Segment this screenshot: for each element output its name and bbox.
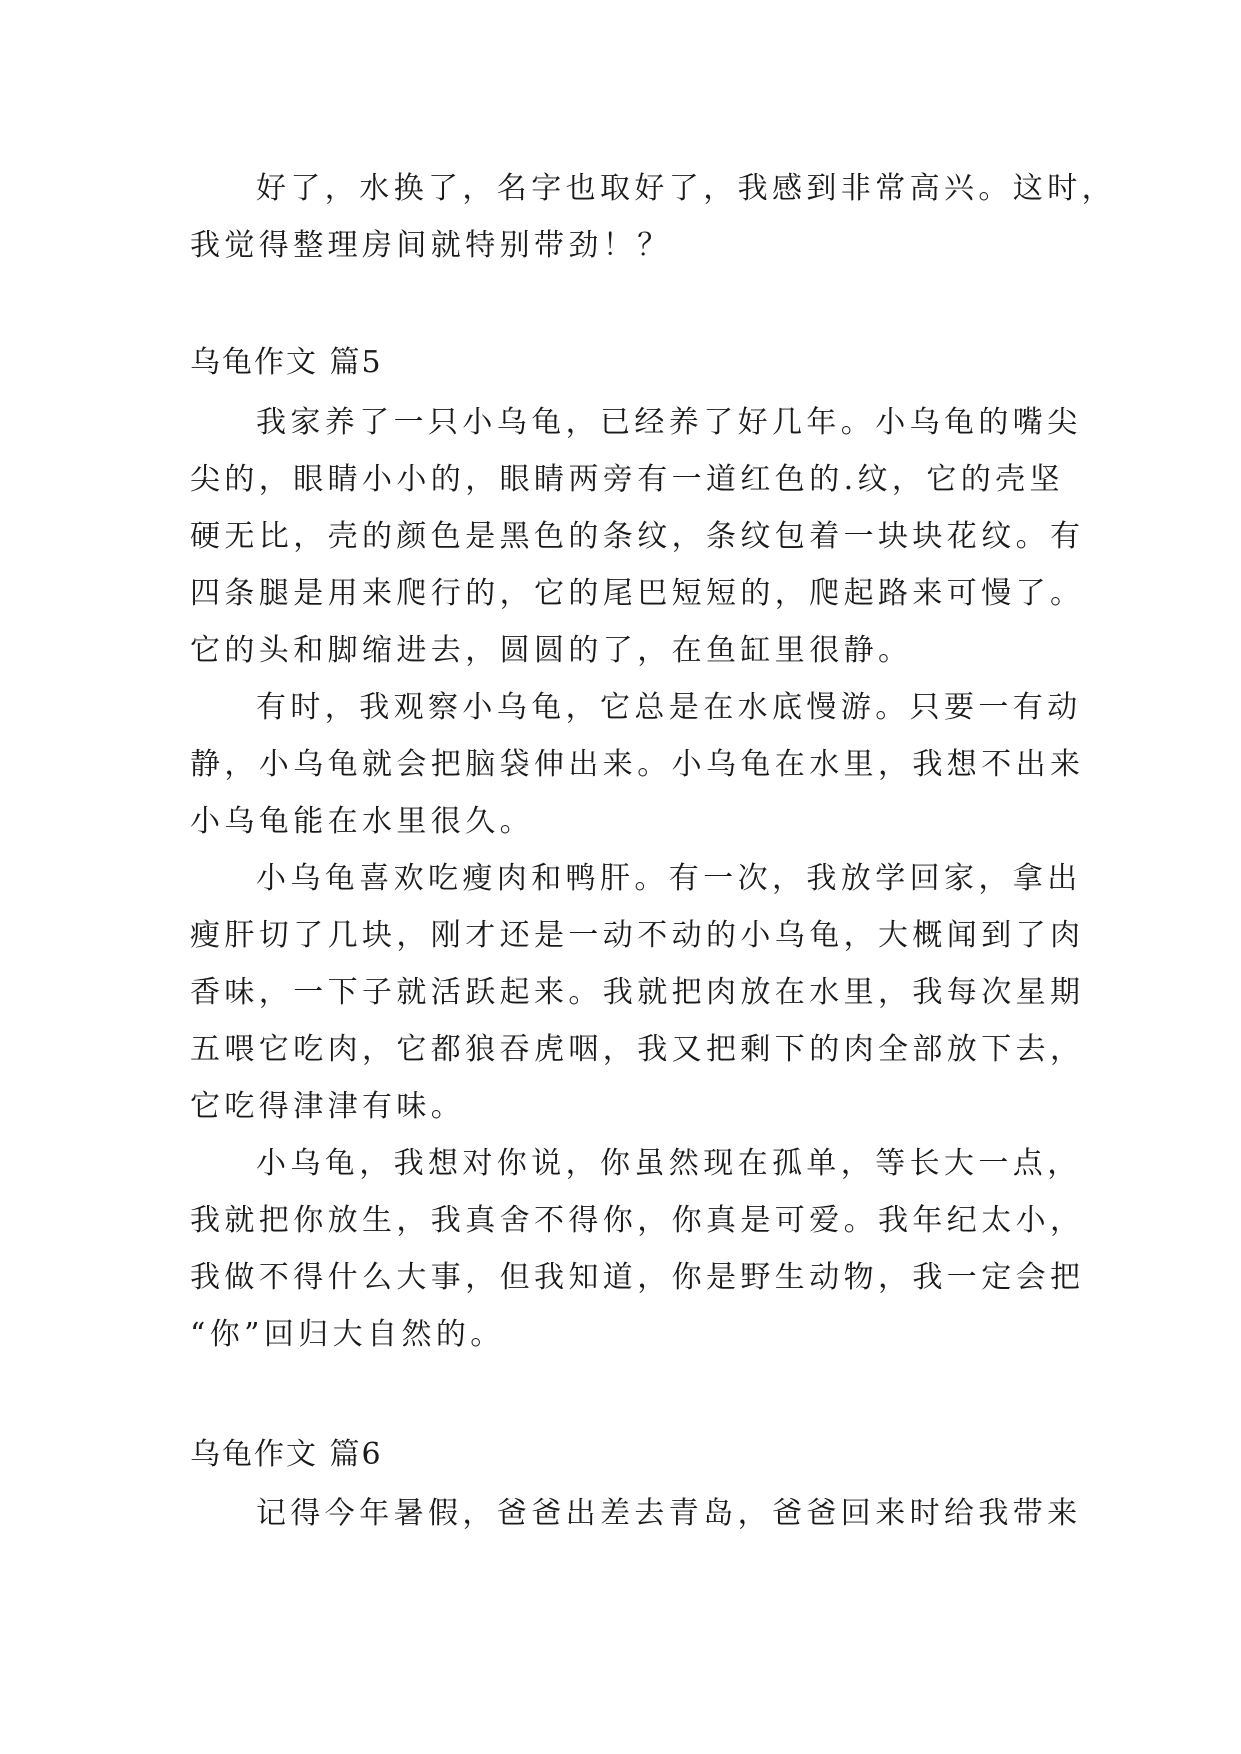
paragraph-line: 五喂它吃肉，它都狼吞虎咽，我又把剩下的肉全部放下去， [190, 1032, 1085, 1067]
section-heading: 乌龟作文 篇5 [190, 345, 383, 380]
paragraph-line: 我做不得什么大事，但我知道，你是野生动物，我一定会把 [190, 1260, 1085, 1295]
paragraph-line: 尖的，眼睛小小的，眼睛两旁有一道红色的.纹，它的壳坚 [190, 462, 1064, 497]
paragraph-line: 我觉得整理房间就特别带劲！？ [190, 228, 672, 263]
paragraph-line: 它吃得津津有味。 [190, 1089, 466, 1124]
paragraph-line: 有时，我观察小乌龟，它总是在水底慢游。只要一有动 [256, 690, 1082, 725]
paragraph-line: 香味，一下子就活跃起来。我就把肉放在水里，我每次星期 [190, 975, 1085, 1010]
paragraph-line: 它的头和脚缩进去，圆圆的了，在鱼缸里很静。 [190, 633, 913, 668]
paragraph-line: 静，小乌龟就会把脑袋伸出来。小乌龟在水里，我想不出来 [190, 747, 1085, 782]
paragraph-line: 瘦肝切了几块，刚才还是一动不动的小乌龟，大概闻到了肉 [190, 918, 1085, 953]
paragraph-line: 小乌龟，我想对你说，你虽然现在孤单，等长大一点， [256, 1146, 1082, 1181]
paragraph-line: “你”回归大自然的。 [190, 1317, 505, 1352]
paragraph-line: 我就把你放生，我真舍不得你，你真是可爱。我年纪太小， [190, 1203, 1085, 1238]
paragraph-line: 好了，水换了，名字也取好了，我感到非常高兴。这时， [256, 171, 1116, 206]
section-heading: 乌龟作文 篇6 [190, 1437, 383, 1472]
paragraph-line: 记得今年暑假，爸爸出差去青岛，爸爸回来时给我带来 [256, 1496, 1082, 1531]
paragraph-line: 小乌龟能在水里很久。 [190, 804, 534, 839]
paragraph-line: 小乌龟喜欢吃瘦肉和鸭肝。有一次，我放学回家，拿出 [256, 861, 1082, 896]
paragraph-line: 我家养了一只小乌龟，已经养了好几年。小乌龟的嘴尖 [256, 405, 1082, 440]
paragraph-line: 四条腿是用来爬行的，它的尾巴短短的，爬起路来可慢了。 [190, 576, 1085, 611]
paragraph-line: 硬无比，壳的颜色是黑色的条纹，条纹包着一块块花纹。有 [190, 519, 1085, 554]
